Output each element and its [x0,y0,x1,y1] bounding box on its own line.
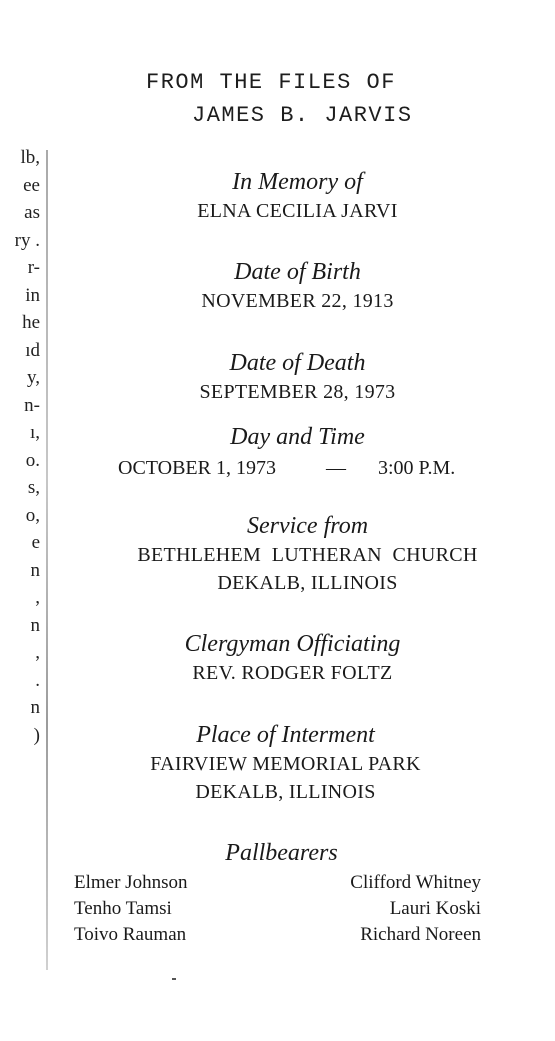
adjacent-page-fragment: n- [24,394,40,416]
interment-heading: Place of Interment [196,722,375,748]
day-and-time-heading: Day and Time [230,424,365,450]
pallbearers-right-column [350,870,481,948]
service-from-heading: Service from [246,513,369,539]
interment-park: FAIRVIEW MEMORIAL PARK [150,753,421,775]
adjacent-page-fragment: o, [25,504,40,526]
pallbearers-heading: Pallbearers [225,840,338,866]
adjacent-page-fragment: n [30,614,40,636]
section-date-of-death [60,348,535,406]
service-time: 3:00 P.M. [378,457,456,479]
pallbearer-name: Elmer Johnson [74,872,188,893]
pallbearer-name: Tenho Tamsi [74,898,172,919]
pallbearer-name: Toivo Rauman [74,924,187,945]
ink-speck [172,978,176,980]
section-place-of-interment [48,720,523,806]
church-location: DEKALB, ILLINOIS [217,572,398,594]
date-of-birth-value: NOVEMBER 22, 1913 [201,290,394,312]
section-service-from [70,511,545,597]
pallbearers-left-column [74,870,187,948]
adjacent-page-text-fragments [0,148,46,768]
adjacent-page-fragment: ıd [25,339,40,361]
date-of-death-value: SEPTEMBER 28, 1973 [199,381,396,403]
adjacent-page-fragment: , [35,587,40,608]
adjacent-page-fragment: ry . [14,229,40,251]
section-in-memory [60,167,535,225]
adjacent-page-fragment: in [25,284,40,306]
adjacent-page-fragment: , [35,642,40,663]
date-of-death-heading: Date of Death [229,350,366,376]
section-clergyman [55,629,530,687]
clergyman-heading: Clergyman Officiating [184,631,401,657]
deceased-name: ELNA CECILIA JARVI [197,200,398,222]
pallbearer-name: Lauri Koski [389,898,481,919]
adjacent-page-fragment: o. [25,449,40,471]
adjacent-page-fragment: lb, [20,147,40,168]
interment-location: DEKALB, ILLINOIS [195,781,376,803]
pallbearer-name: Richard Noreen [360,924,481,945]
adjacent-page-fragment: he [22,312,40,333]
church-name: BETHLEHEM LUTHERAN CHURCH [137,544,478,566]
clergyman-name: REV. RODGER FOLTZ [192,662,393,684]
adjacent-page-fragment: s, [27,477,40,498]
date-of-birth-heading: Date of Birth [234,259,361,285]
adjacent-page-fragment: y, [26,367,40,388]
in-memory-heading: In Memory of [232,169,363,195]
adjacent-page-fragment: as [24,202,40,223]
adjacent-page-fragment: ) [33,724,40,746]
adjacent-page-fragment: ee [23,174,40,196]
section-date-of-birth [60,257,535,315]
adjacent-page-fragment: r- [27,257,40,278]
adjacent-page-fragment: . [35,669,40,691]
files-stamp-line-1: FROM THE FILES OF [146,70,396,95]
section-pallbearers [44,838,519,868]
files-stamp-line-2: JAMES B. JARVIS [192,103,413,128]
date-time-dash: — [326,457,346,479]
pallbearer-name: Clifford Whitney [350,872,481,893]
service-date: OCTOBER 1, 1973 [118,457,276,479]
adjacent-page-fragment: e [31,532,40,553]
adjacent-page-fragment: n [30,697,40,718]
adjacent-page-fragment: ı, [29,422,40,443]
section-day-and-time [60,422,535,452]
adjacent-page-fragment: n [30,559,40,581]
